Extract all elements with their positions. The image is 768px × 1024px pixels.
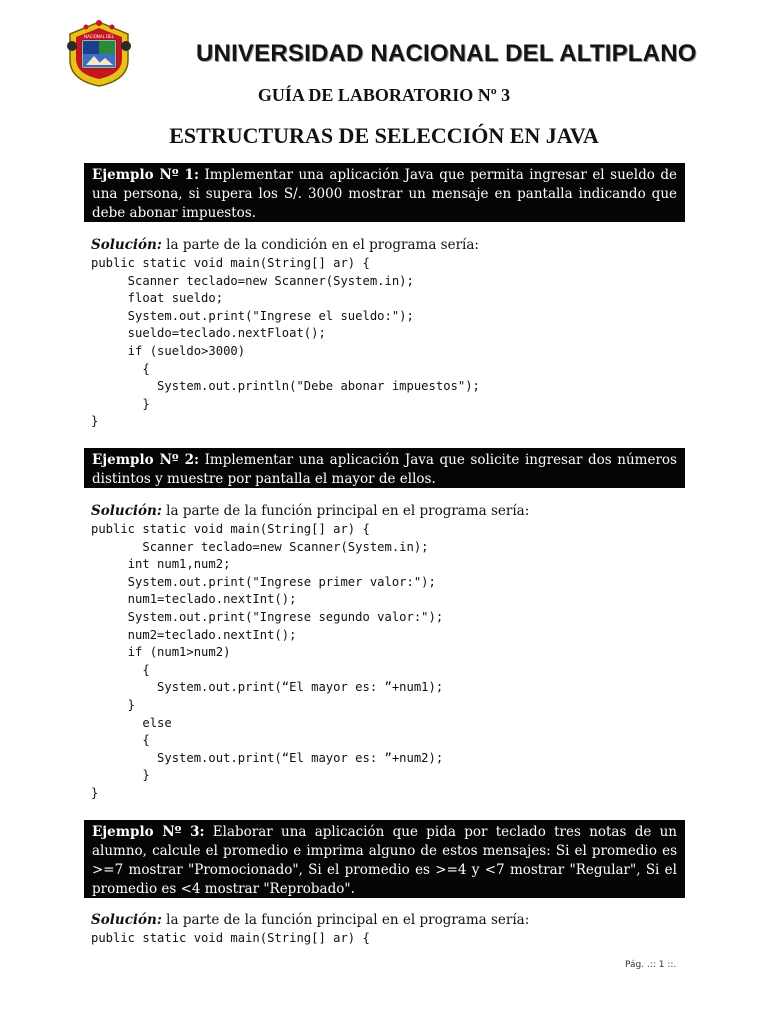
guide-title: GUÍA DE LABORATORIO Nº 3 — [257, 85, 511, 105]
university-seal-logo — [64, 16, 134, 88]
university-name: UNIVERSIDAD NACIONAL DEL ALTIPLANO — [196, 40, 697, 67]
example-3-solution — [91, 912, 529, 928]
example-1-solution — [91, 237, 479, 253]
example-1-text: Implementar una aplicación Java que permita ingresar el sueldo de una persona, si supera los S/. 3000 mostrar un mensaje en pantalla indicando que debe abonar impuestos. — [92, 167, 677, 221]
solution-text: la parte de la función principal en el programa sería: — [166, 503, 530, 519]
seal-text: NACIONAL DEL — [84, 34, 114, 39]
example-2-box — [84, 448, 685, 488]
example-3-text: Elaborar una aplicación que pida por teclado tres notas de un alumno, calcule el promedio e imprima alguno de estos mensajes: Si el promedio es >=7 mostrar "Promocionado", Si el promedio es >=4 y <7 mostrar "Regular", Si el promedio es <4 mostrar "Reprobado". — [92, 824, 678, 897]
solution-text: la parte de la función principal en el programa sería: — [166, 912, 530, 928]
example-2-code: public static void main(String[] ar) { Scanner teclado=new Scanner(System.in); int num1,num2; System.out.print("Ingrese primer valor:"); num1=teclado.nextInt(); System.out.print("Ingrese segundo valor:"); num2=teclado.nextInt(); if (num1>num2) { System.out.print(“El mayor es: ”+num1); } else { System.out.print(“El mayor es: ”+num2); } } — [91, 522, 444, 800]
topic-title: ESTRUCTURAS DE SELECCIÓN EN JAVA — [169, 123, 599, 148]
example-1-code: public static void main(String[] ar) { Scanner teclado=new Scanner(System.in); float sueldo; System.out.print("Ingrese el sueldo:"); sueldo=teclado.nextFloat(); if (sueldo>3000) { System.out.println("Debe abonar impuestos"); } } — [91, 256, 480, 429]
example-2-text: Implementar una aplicación Java que solicite ingresar dos números distintos y muestre por pantalla el mayor de ellos. — [92, 452, 677, 487]
example-1-box — [84, 163, 685, 222]
solution-label: Solución: — [91, 237, 162, 253]
solution-text: la parte de la condición en el programa sería: — [166, 237, 479, 253]
example-1-label: Ejemplo Nº 1: — [92, 167, 199, 183]
solution-label: Solución: — [91, 503, 162, 519]
example-3-box — [84, 820, 685, 898]
example-3-code: public static void main(String[] ar) { — [91, 931, 370, 945]
example-3-label: Ejemplo Nº 3: — [92, 824, 205, 840]
page-number: Pág. .:: 1 ::. — [625, 960, 677, 970]
example-2-label: Ejemplo Nº 2: — [92, 452, 200, 468]
solution-label: Solución: — [91, 912, 162, 928]
example-2-solution — [91, 503, 529, 519]
